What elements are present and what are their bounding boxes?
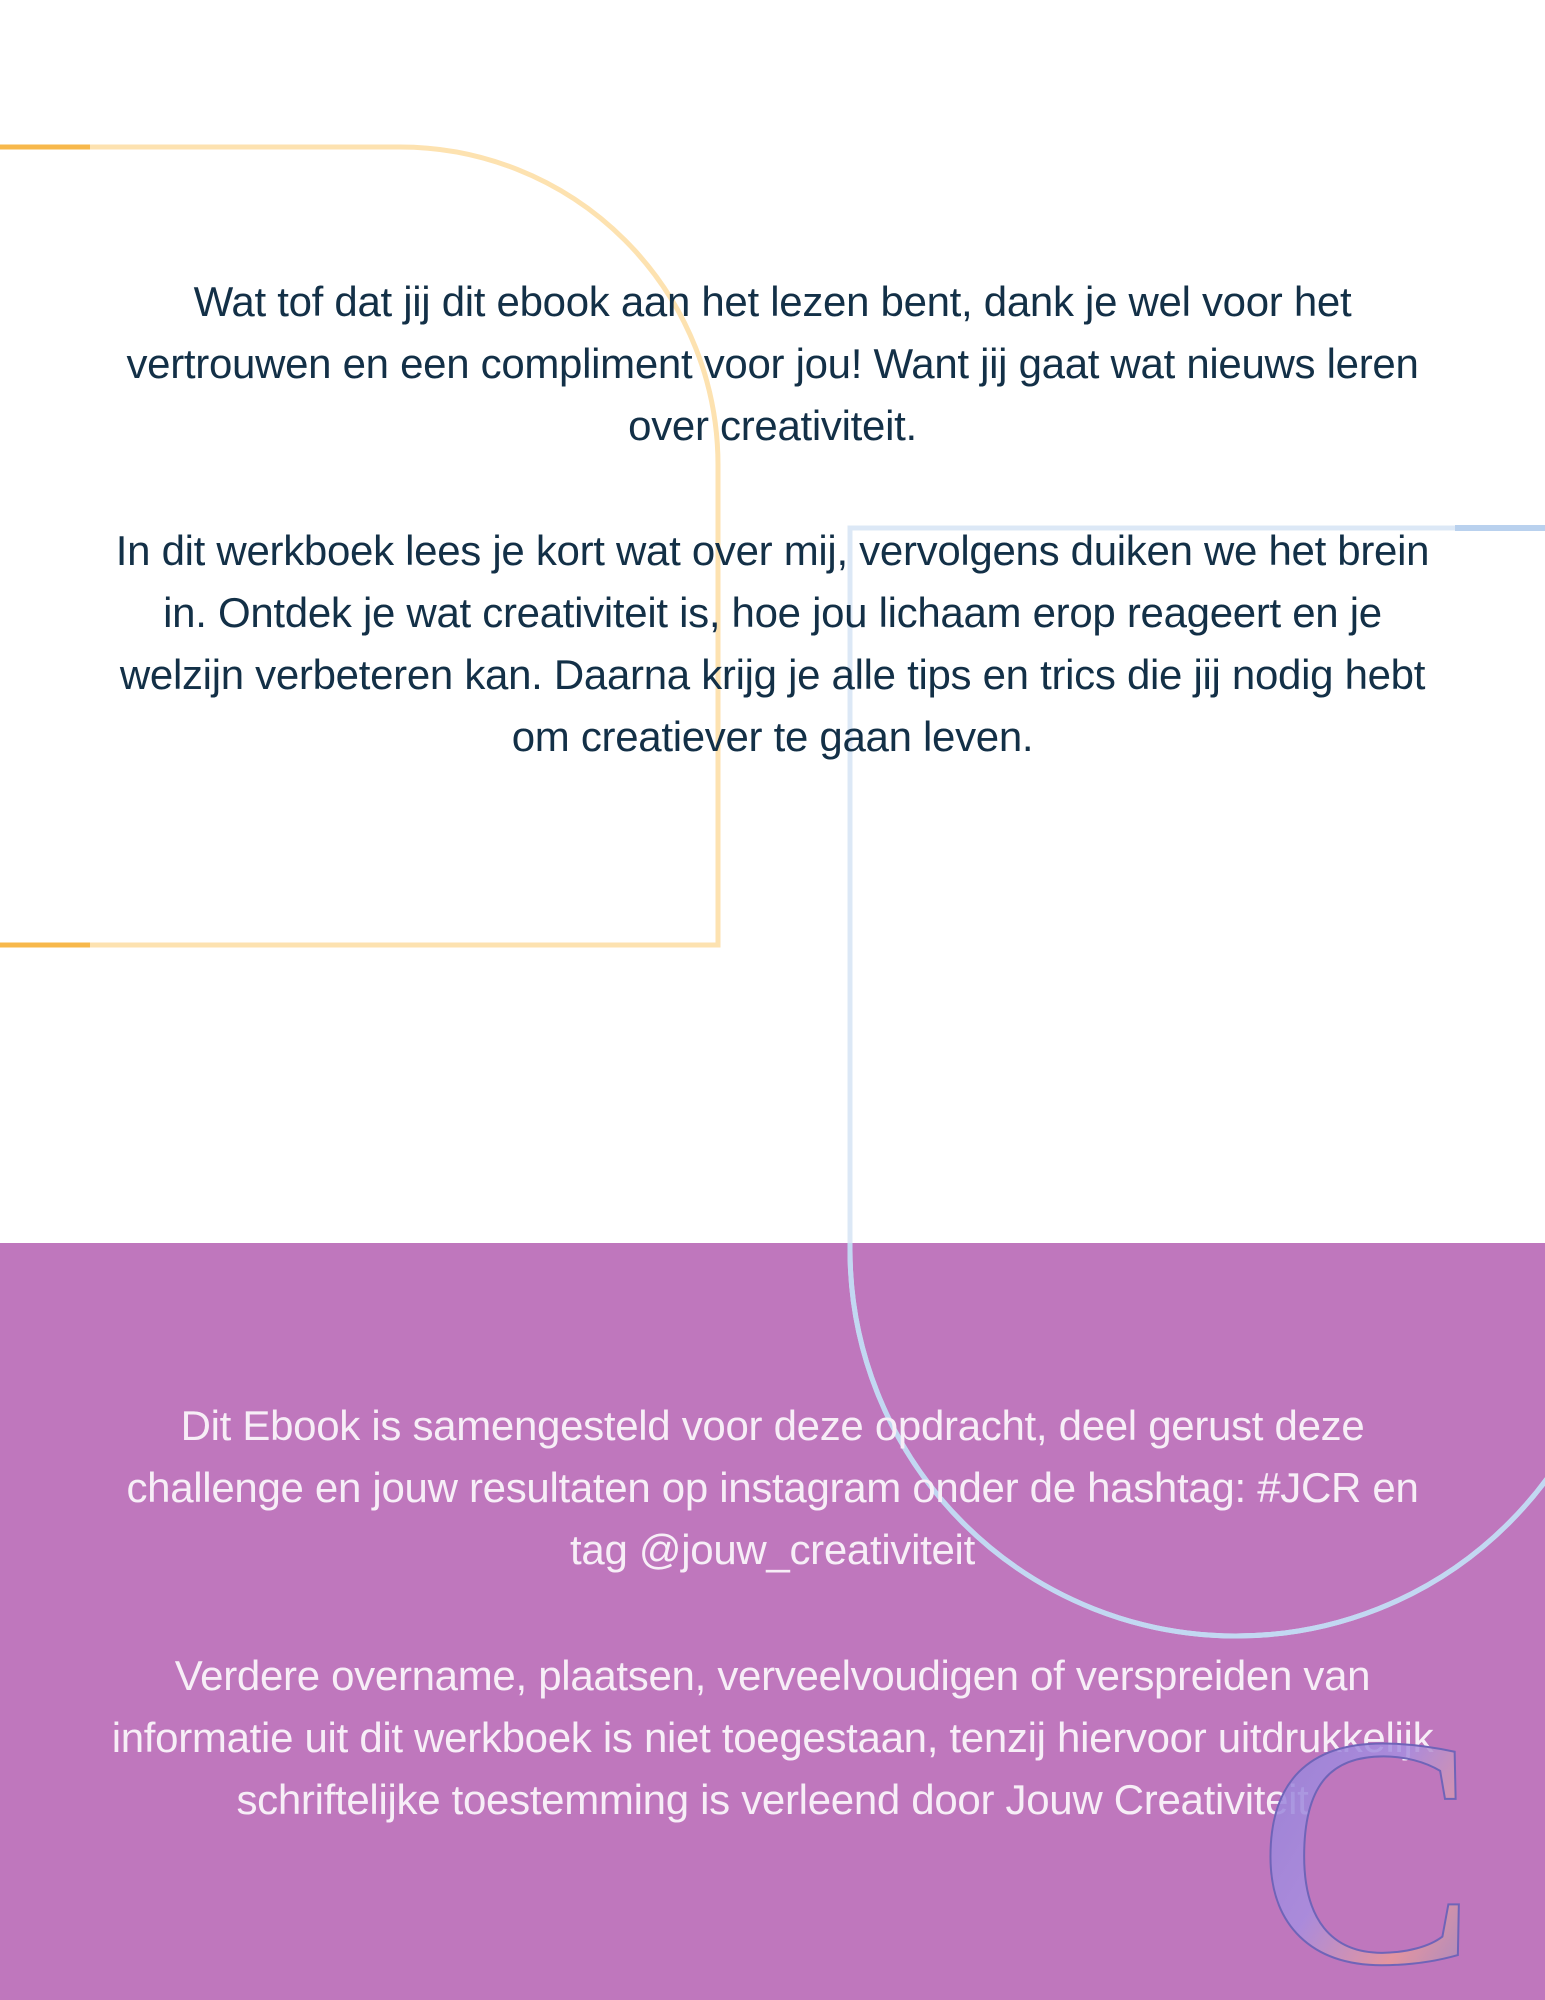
intro-paragraph-1 [100,271,1445,457]
logo-letter-c-icon [1232,1700,1502,1980]
logo-letter: C [1256,1700,1478,1980]
footer-text-2: Verdere overname, plaatsen, verveelvoudigen of verspreiden van informatie uit dit werkboek is niet toegestaan, tenzij hiervoor uitdrukkelijk schriftelijke toestemming is verleend door Jouw Creativiteit [111,1652,1434,1823]
intro-text-2: In dit werkboek lees je kort wat over mij, vervolgens duiken we het brein in. Ontdek je wat creativiteit is, hoe jou lichaam erop reageert en je welzijn verbeteren kan. Daarna krijg je alle tips en trics die jij nodig hebt om creatiever te gaan leven. [115,527,1430,760]
footer-text-1: Dit Ebook is samengesteld voor deze opdracht, deel gerust deze challenge en jouw resultaten op instagram onder de hashtag: #JCR en tag @jouw_creativiteit [126,1402,1419,1573]
intro-text-1: Wat tof dat jij dit ebook aan het lezen bent, dank je wel voor het vertrouwen en een compliment voor jou! Want jij gaat wat nieuws leren over creativiteit. [126,278,1419,449]
intro-paragraph-2 [100,520,1445,768]
footer-paragraph-1 [100,1395,1445,1581]
